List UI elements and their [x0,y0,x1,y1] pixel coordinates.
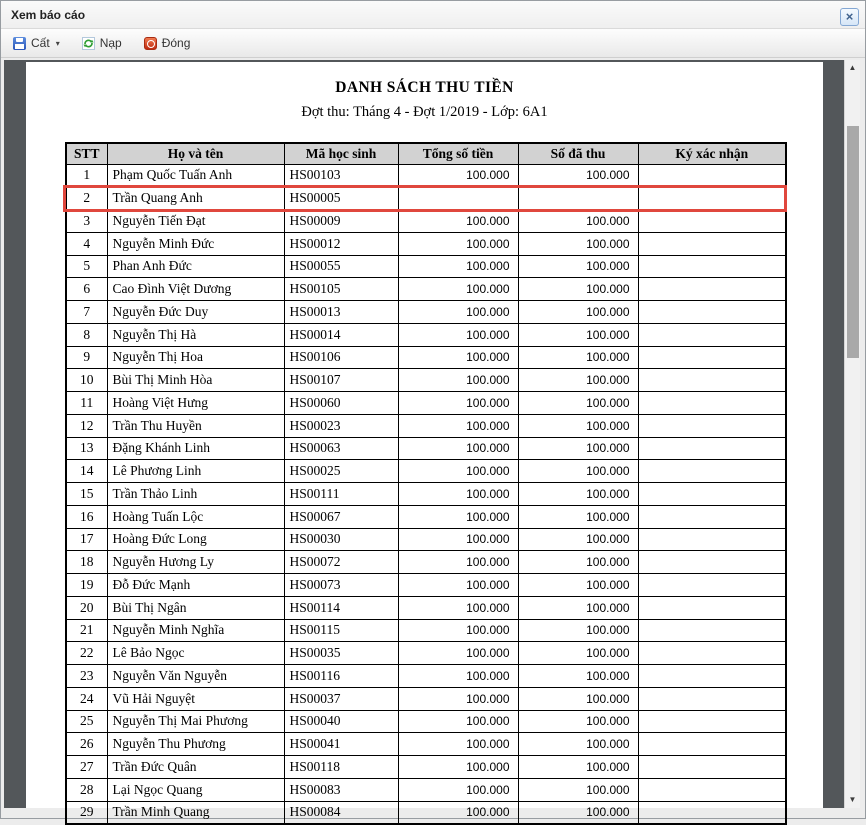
cell-stt: 15 [66,483,107,506]
cell-total: 100.000 [398,528,518,551]
cell-total: 100.000 [398,255,518,278]
table-row [66,619,786,642]
cell-total: 100.000 [398,346,518,369]
cell-stt: 29 [66,801,107,824]
cell-total: 100.000 [398,437,518,460]
cell-paid: 100.000 [518,164,638,187]
cell-total: 100.000 [398,733,518,756]
cell-total: 100.000 [398,778,518,801]
cell-sign [638,346,786,369]
cell-sign [638,710,786,733]
cell-total: 100.000 [398,687,518,710]
cell-code: HS00012 [284,232,398,255]
table-row [66,346,786,369]
cell-total: 100.000 [398,164,518,187]
table-row [66,505,786,528]
cell-stt: 11 [66,392,107,415]
cell-sign [638,619,786,642]
cell-paid: 100.000 [518,210,638,233]
cell-paid: 100.000 [518,687,638,710]
cell-stt: 7 [66,301,107,324]
save-button[interactable] [7,33,66,53]
cell-total: 100.000 [398,414,518,437]
cell-code: HS00014 [284,323,398,346]
cell-total: 100.000 [398,756,518,779]
cell-sign [638,460,786,483]
report-viewer [4,60,860,820]
cell-paid: 100.000 [518,801,638,824]
scroll-up-button[interactable] [845,60,860,76]
close-report-button-label: Đóng [161,36,191,50]
power-off-icon [144,37,157,50]
cell-paid [518,187,638,210]
cell-stt: 10 [66,369,107,392]
cell-total: 100.000 [398,392,518,415]
table-row [66,665,786,688]
cell-sign [638,483,786,506]
cell-code: HS00005 [284,187,398,210]
table-row [66,642,786,665]
cell-sign [638,687,786,710]
cell-paid: 100.000 [518,278,638,301]
cell-paid: 100.000 [518,301,638,324]
cell-name: Đỗ Đức Mạnh [107,574,284,597]
cell-name: Trần Thảo Linh [107,483,284,506]
cell-total: 100.000 [398,301,518,324]
cell-paid: 100.000 [518,778,638,801]
window-titlebar [1,1,865,29]
cell-code: HS00114 [284,596,398,619]
cell-name: Nguyễn Minh Đức [107,232,284,255]
cell-code: HS00025 [284,460,398,483]
cell-total: 100.000 [398,596,518,619]
cell-code: HS00115 [284,619,398,642]
table-row [66,551,786,574]
cell-paid: 100.000 [518,665,638,688]
scrollbar-thumb[interactable] [847,126,859,358]
cell-sign [638,323,786,346]
cell-code: HS00055 [284,255,398,278]
cell-total: 100.000 [398,801,518,824]
cell-stt: 21 [66,619,107,642]
cell-name: Hoàng Đức Long [107,528,284,551]
cell-name: Lại Ngọc Quang [107,778,284,801]
cell-code: HS00106 [284,346,398,369]
cell-name: Lê Phương Linh [107,460,284,483]
cell-code: HS00013 [284,301,398,324]
load-button-label: Nạp [99,36,122,50]
cell-total: 100.000 [398,210,518,233]
cell-total: 100.000 [398,460,518,483]
cell-stt: 28 [66,778,107,801]
cell-name: Nguyễn Hương Ly [107,551,284,574]
cell-name: Trần Đức Quân [107,756,284,779]
cell-stt: 22 [66,642,107,665]
table-row [66,278,786,301]
column-header-name: Họ và tên [107,143,284,164]
cell-code: HS00037 [284,687,398,710]
cell-stt: 23 [66,665,107,688]
cell-sign [638,187,786,210]
cell-name: Nguyễn Thị Hoa [107,346,284,369]
window-title: Xem báo cáo [11,8,86,22]
column-header-sign: Ký xác nhận [638,143,786,164]
refresh-icon [82,37,95,50]
cell-total: 100.000 [398,619,518,642]
cell-code: HS00084 [284,801,398,824]
table-row [66,733,786,756]
cell-sign [638,665,786,688]
cell-paid: 100.000 [518,733,638,756]
cell-total: 100.000 [398,665,518,688]
table-row [66,483,786,506]
cell-total: 100.000 [398,505,518,528]
cell-code: HS00111 [284,483,398,506]
table-header-row [66,143,786,164]
cell-paid: 100.000 [518,619,638,642]
cell-stt: 6 [66,278,107,301]
cell-paid: 100.000 [518,346,638,369]
cell-sign [638,596,786,619]
cell-name: Nguyễn Thị Hà [107,323,284,346]
viewer-frame [2,58,864,820]
cell-stt: 26 [66,733,107,756]
cell-paid: 100.000 [518,232,638,255]
cell-paid: 100.000 [518,323,638,346]
cell-code: HS00073 [284,574,398,597]
cell-stt: 12 [66,414,107,437]
cell-stt: 17 [66,528,107,551]
cell-paid: 100.000 [518,505,638,528]
cell-sign [638,642,786,665]
table-row [66,369,786,392]
table-row [66,574,786,597]
cell-code: HS00105 [284,278,398,301]
table-row [66,801,786,824]
cell-paid: 100.000 [518,710,638,733]
cell-code: HS00118 [284,756,398,779]
cell-stt: 18 [66,551,107,574]
cell-sign [638,210,786,233]
cell-paid: 100.000 [518,551,638,574]
table-row [66,596,786,619]
cell-name: Phan Anh Đức [107,255,284,278]
cell-total: 100.000 [398,710,518,733]
floppy-disk-icon [13,37,26,50]
scroll-down-button[interactable] [845,792,860,808]
cell-sign [638,801,786,824]
cell-total [398,187,518,210]
cell-paid: 100.000 [518,642,638,665]
save-button-label: Cất [31,36,50,50]
table-row [66,323,786,346]
cell-total: 100.000 [398,323,518,346]
cell-name: Vũ Hải Nguyệt [107,687,284,710]
cell-paid: 100.000 [518,392,638,415]
cell-name: Nguyễn Thu Phương [107,733,284,756]
cell-stt: 1 [66,164,107,187]
cell-name: Nguyễn Văn Nguyễn [107,665,284,688]
close-report-button[interactable] [138,33,197,53]
cell-total: 100.000 [398,278,518,301]
cell-paid: 100.000 [518,574,638,597]
cell-name: Hoàng Việt Hưng [107,392,284,415]
cell-name: Trần Thu Huyền [107,414,284,437]
cell-name: Hoàng Tuấn Lộc [107,505,284,528]
table-row [66,710,786,733]
column-header-total: Tổng số tiền [398,143,518,164]
cell-sign [638,437,786,460]
cell-paid: 100.000 [518,756,638,779]
cell-sign [638,392,786,415]
cell-stt: 27 [66,756,107,779]
column-header-stt: STT [66,143,107,164]
close-icon: × [845,9,854,24]
cell-stt: 4 [66,232,107,255]
cell-total: 100.000 [398,232,518,255]
cell-name: Nguyễn Thị Mai Phương [107,710,284,733]
down-arrow-icon: ▼ [848,795,857,804]
table-row [66,164,786,187]
cell-code: HS00072 [284,551,398,574]
cell-sign [638,574,786,597]
table-row [66,756,786,779]
cell-stt: 14 [66,460,107,483]
cell-total: 100.000 [398,369,518,392]
cell-code: HS00116 [284,665,398,688]
cell-code: HS00009 [284,210,398,233]
cell-code: HS00035 [284,642,398,665]
cell-paid: 100.000 [518,369,638,392]
cell-code: HS00030 [284,528,398,551]
cell-code: HS00041 [284,733,398,756]
table-row [66,437,786,460]
cell-code: HS00107 [284,369,398,392]
chevron-down-icon: ▾ [55,38,60,48]
cell-paid: 100.000 [518,483,638,506]
cell-sign [638,505,786,528]
cell-total: 100.000 [398,483,518,506]
toolbar [1,29,865,58]
table-row [66,210,786,233]
cell-sign [638,756,786,779]
cell-sign [638,528,786,551]
cell-paid: 100.000 [518,414,638,437]
cell-stt: 13 [66,437,107,460]
collection-table [65,142,787,825]
table-row [66,778,786,801]
cell-sign [638,551,786,574]
cell-name: Bùi Thị Ngân [107,596,284,619]
cell-name: Trần Quang Anh [107,187,284,210]
cell-code: HS00023 [284,414,398,437]
table-row [66,232,786,255]
cell-stt: 25 [66,710,107,733]
cell-code: HS00040 [284,710,398,733]
cell-code: HS00067 [284,505,398,528]
cell-stt: 3 [66,210,107,233]
cell-code: HS00083 [284,778,398,801]
cell-total: 100.000 [398,574,518,597]
cell-stt: 20 [66,596,107,619]
cell-paid: 100.000 [518,437,638,460]
table-row [66,687,786,710]
table-row [66,187,786,210]
cell-total: 100.000 [398,642,518,665]
cell-paid: 100.000 [518,460,638,483]
cell-code: HS00063 [284,437,398,460]
vertical-scrollbar[interactable] [844,60,860,808]
cell-stt: 24 [66,687,107,710]
table-row [66,460,786,483]
cell-name: Trần Minh Quang [107,801,284,824]
table-row [66,301,786,324]
cell-stt: 16 [66,505,107,528]
cell-sign [638,733,786,756]
cell-sign [638,164,786,187]
cell-stt: 8 [66,323,107,346]
table-row [66,392,786,415]
cell-name: Đặng Khánh Linh [107,437,284,460]
cell-name: Bùi Thị Minh Hòa [107,369,284,392]
cell-stt: 2 [66,187,107,210]
cell-name: Cao Đình Việt Dương [107,278,284,301]
cell-stt: 19 [66,574,107,597]
up-arrow-icon: ▲ [848,63,857,72]
cell-stt: 9 [66,346,107,369]
cell-sign [638,414,786,437]
cell-paid: 100.000 [518,596,638,619]
report-title: DANH SÁCH THU TIỀN [335,79,514,96]
cell-sign [638,255,786,278]
cell-sign [638,301,786,324]
load-button[interactable] [76,33,128,53]
cell-paid: 100.000 [518,528,638,551]
cell-stt: 5 [66,255,107,278]
window-close-button[interactable] [840,8,859,26]
cell-code: HS00103 [284,164,398,187]
report-subtitle: Đợt thu: Tháng 4 - Đợt 1/2019 - Lớp: 6A1 [301,104,548,120]
cell-name: Phạm Quốc Tuấn Anh [107,164,284,187]
table-row [66,528,786,551]
report-page [26,62,823,820]
table-row [66,255,786,278]
cell-total: 100.000 [398,551,518,574]
column-header-code: Mã học sinh [284,143,398,164]
cell-code: HS00060 [284,392,398,415]
table-row [66,414,786,437]
cell-sign [638,278,786,301]
cell-name: Nguyễn Đức Duy [107,301,284,324]
cell-name: Lê Bảo Ngọc [107,642,284,665]
cell-name: Nguyễn Tiến Đạt [107,210,284,233]
cell-sign [638,232,786,255]
cell-name: Nguyễn Minh Nghĩa [107,619,284,642]
cell-sign [638,369,786,392]
cell-paid: 100.000 [518,255,638,278]
cell-sign [638,778,786,801]
column-header-paid: Số đã thu [518,143,638,164]
